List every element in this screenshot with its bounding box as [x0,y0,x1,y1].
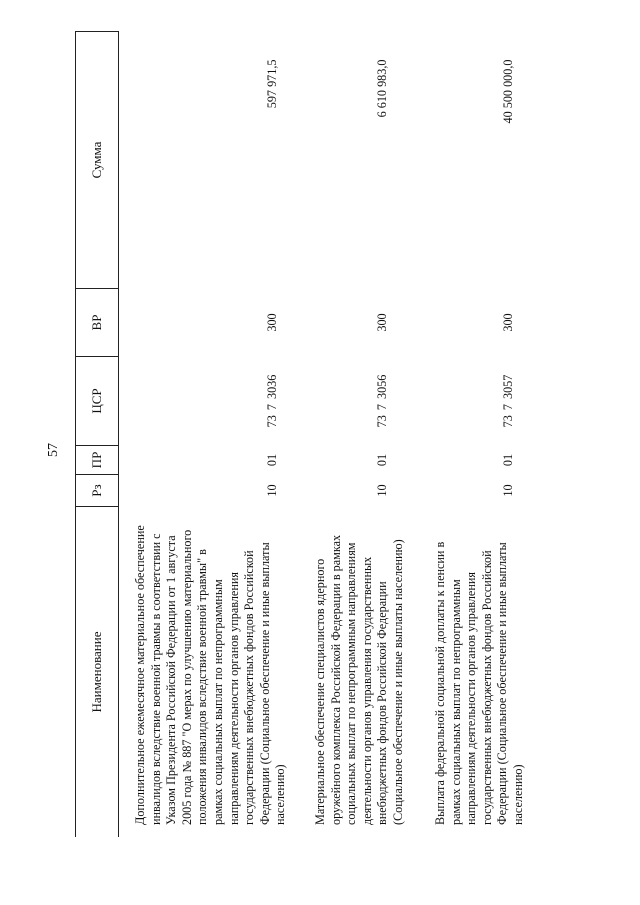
row-sum: 6 610 983,0 [374,59,389,118]
header-csr: ЦСР [76,357,119,446]
row-pr: 01 [500,453,515,467]
row-vr: 300 [374,313,389,332]
row-name: Дополнительное ежемесячное материальное обеспечение инвалидов вследствие военной травмы в соответствии с Указом Президента Российской Федерации от 1 августа 2005 года № 887 "О мерах по улучшению материального положения инвалидов вследствие военной травмы" в рамках социальных выплат по непрограммным направлениям деятельности органов управления государственных внебюджетных фондов Российской Федерации (Социальное обеспечение и иные выплаты населению) [133,525,288,825]
table-header-row [76,32,119,838]
header-name: Наименование [76,507,119,838]
page-number: 57 [46,443,61,457]
header-vr: ВР [76,289,119,357]
row-csr: 73 7 3057 [500,374,515,428]
row-rz: 10 [265,484,279,497]
row-sum: 40 500 000,0 [500,59,515,124]
row-name: Материальное обеспечение специалистов ядерного оружейного комплекса Российской Федерации в рамках социальных выплат по непрограммным направлениям деятельности органов управления государственных внебюджетных фондов Российской Федерации (Социальное обеспечение и иные выплаты населению) [312,534,405,825]
row-csr: 73 7 3056 [374,374,389,428]
row-pr: 01 [265,453,279,467]
table-row [119,32,289,838]
row-name: Выплата федеральной социальной доплаты к пенсии в рамках социальных выплат по непрограммным направлениям деятельности органов управления государственных внебюджетных фондов Российской Федерации (Социальное обеспечение и иные выплаты населению) [432,541,525,825]
budget-table-rotated [75,37,525,837]
table-row [289,32,413,838]
row-rz: 10 [374,484,389,497]
table-row [413,32,527,838]
header-sum: Сумма [76,32,119,289]
row-pr: 01 [374,453,389,467]
budget-table [75,31,527,837]
row-csr: 73 7 3036 [265,374,279,428]
row-vr: 300 [500,313,515,332]
row-rz: 10 [500,484,515,497]
row-sum: 597 971,5 [265,59,279,109]
header-pr: ПР [76,446,119,475]
header-rz: Рз [76,475,119,507]
row-vr: 300 [265,313,279,332]
